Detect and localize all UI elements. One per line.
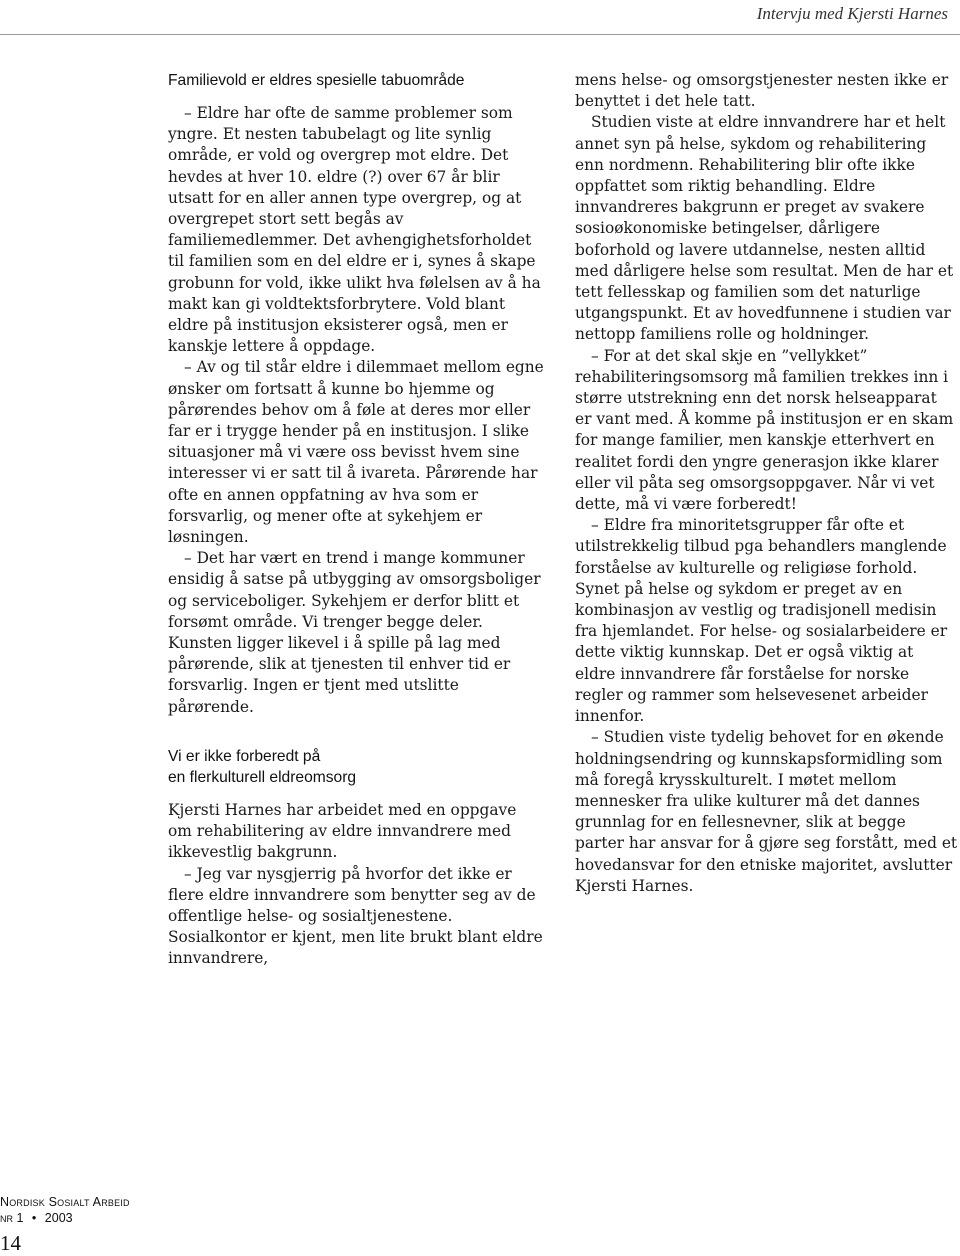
issue-number: 1 [16,1211,24,1225]
journal-name: Nordisk Sosialt Arbeid [0,1195,130,1209]
body-paragraph: – For at det skal skje en ”vellykket” rehabiliteringsomsorg må familien trekkes inn i større utstrekning enn det norsk helseapparat er vant med. Å komme på institusjon er en skam for mange familier, men kanskje etterhvert en realitet fordi den yngre generasjon ikke klarer eller vil påta seg omsorgsoppgaver. Når vi vet dette, må vi være forberedt! [575,346,954,514]
body-paragraph: – Eldre har ofte de samme problemer som yngre. Et nesten tabubelagt og lite synlig område, er vold og overgrep mot eldre. Det hevdes at hver 10. eldre (?) over 67 år blir utsatt for en aller annen type overgrep, og at overgrepet stort sett begås av familiemedlemmer. Det avhengighetsforholdet til familien som en del eldre er i, synes å skape grobunn for vold, ikke ulikt hva følelsen av å ha makt kan gi voldtektsforbrytere. Vold blant eldre på institusjon eksisterer også, men er kanskje lettere å oppdage. [168,104,541,356]
running-head: Intervju med Kjersti Harnes [756,4,948,23]
section-heading-line: Vi er ikke forberedt på [168,747,321,765]
section-heading-multicultural [168,746,544,788]
body-paragraph: – Jeg var nysgjerrig på hvorfor det ikke er flere eldre innvandrere som benytter seg av de offentlige helse- og sosialtjenestene. Sosialkontor er kjent, men lite brukt blant eldre innvandrere, [168,864,543,968]
left-column [168,70,544,970]
body-paragraph: – Det har vært en trend i mange kommuner ensidig å satse på utbygging av omsorgsboliger og serviceboliger. Sykehjem er derfor blitt et forsømt område. Vi trenger begge deler. Kunsten ligger likevel i å spille på lag med pårørende, slik at tjenesten til enhver tid er forsvarlig. Ingen er tjent med utslitte pårørende. [168,549,541,716]
issue-line [0,1211,130,1225]
separator-dot: • [31,1211,37,1225]
page-footer [0,1195,130,1256]
right-column [575,70,958,897]
body-paragraph: mens helse- og omsorgstjenester nesten ikke er benyttet i det hele tatt. [575,71,949,111]
header-rule [0,34,960,35]
section-heading-family-violence: Familievold er eldres spesielle tabuområde [168,72,465,89]
body-paragraph: – Av og til står eldre i dilemmaet mellom egne ønsker om fortsatt å kunne bo hjemme og pårørendes behov om å føle at deres mor eller far er i trygge hender på en institusjon. I slike situasjoner må vi være oss bevisst hvem sine interesser vi er satt til å ivareta. Pårørende har ofte en annen oppfatning av hva som er forsvarlig, og mener ofte at sykehjem er løsningen. [168,358,544,547]
issue-nr-label: nr [0,1211,13,1225]
issue-year: 2003 [44,1211,73,1225]
section-heading-line: en flerkulturell eldreomsorg [168,768,357,786]
body-paragraph: – Studien viste tydelig behovet for en økende holdningsendring og kunnskapsformidling som må foregå krysskulturelt. I møtet mellom mennesker fra ulike kulturer må det dannes grunnlag for en fellesnevner, slik at begge parter har ansvar for å gjøre seg forstått, med et hovedansvar for den etniske majoritet, avslutter Kjersti Harnes. [575,728,958,895]
page-number: 14 [0,1231,21,1255]
body-paragraph: – Eldre fra minoritetsgrupper får ofte et utilstrekkelig tilbud pga behandlers manglende forståelse av kulturelle og religiøse forhold. Synet på helse og sykdom er preget av en kombinasjon av vestlig og tradisjonell medisin fra hjemlandet. For helse- og sosialarbeidere er dette viktig kunnskap. Det er også viktig at eldre innvandrere får forståelse for norske regler og rammer som helsevesenet arbeider innenfor. [575,516,948,726]
body-paragraph: Studien viste at eldre innvandrere har et helt annet syn på helse, sykdom og rehabilitering enn nordmenn. Rehabilitering blir ofte ikke oppfattet som riktig behandling. Eldre innvandreres bakgrunn er preget av svakere sosioøkonomiske betingelser, dårligere boforhold og lavere utdannelse, nesten alltid med dårligere helse som resultat. Men de har et tett fellesskap og familien som det naturlige utgangspunkt. Et av hovedfunnene i studien var nettopp familiens rolle og holdninger. [575,113,954,344]
body-paragraph: Kjersti Harnes har arbeidet med en oppgave om rehabilitering av eldre innvandrere med ikkevestlig bakgrunn. [168,800,517,862]
